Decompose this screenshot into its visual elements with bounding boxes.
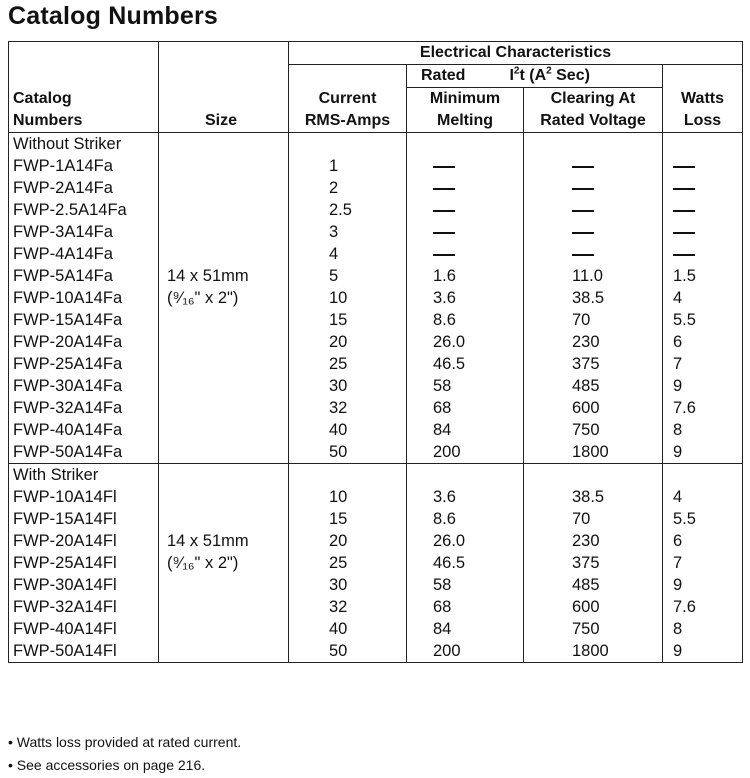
watts-loss-value bbox=[663, 221, 743, 243]
catalog-header-line1: Catalog bbox=[9, 88, 159, 111]
clearing-value: 750 bbox=[524, 618, 663, 640]
watts-loss-value: 6 bbox=[673, 532, 683, 550]
size-cell bbox=[159, 155, 289, 177]
table-row bbox=[9, 596, 743, 618]
size-cell bbox=[159, 199, 289, 221]
watts-loss-value: 9 bbox=[673, 642, 683, 660]
watts-loss-value: 8 bbox=[673, 421, 683, 439]
current-value: 15 bbox=[289, 508, 407, 530]
current-value: 15 bbox=[289, 309, 407, 331]
minimum-melting-value: 8.6 bbox=[407, 508, 524, 530]
dash-mark bbox=[673, 254, 695, 256]
table-row bbox=[9, 508, 743, 530]
current-value: 50 bbox=[289, 640, 407, 663]
group-without-striker bbox=[9, 133, 743, 464]
i2t-header bbox=[407, 65, 663, 88]
minimum-melting-value: 200 bbox=[407, 441, 524, 464]
size-cell bbox=[159, 508, 289, 530]
clearing-value: 485 bbox=[524, 375, 663, 397]
watts-loss-value bbox=[663, 177, 743, 199]
clearing-value bbox=[524, 243, 663, 265]
watts-loss-value bbox=[663, 199, 743, 221]
table-row bbox=[9, 353, 743, 375]
minimum-melting-value bbox=[407, 221, 524, 243]
current-value: 40 bbox=[289, 618, 407, 640]
catalog-number: FWP-20A14Fl bbox=[9, 530, 159, 552]
catalog-number: FWP-10A14Fl bbox=[9, 486, 159, 508]
size-cell bbox=[159, 397, 289, 419]
minimum-melting-value bbox=[407, 199, 524, 221]
catalog-number: FWP-15A14Fl bbox=[9, 508, 159, 530]
catalog-header-line2: Numbers bbox=[9, 110, 159, 133]
minimum-melting-value bbox=[407, 177, 524, 199]
dash-mark bbox=[433, 210, 455, 212]
size-cell bbox=[159, 331, 289, 353]
dash-mark bbox=[433, 254, 455, 256]
size-cell bbox=[159, 353, 289, 375]
catalog-table bbox=[8, 41, 743, 663]
dash-mark bbox=[673, 188, 695, 190]
catalog-number: FWP-25A14Fl bbox=[9, 552, 159, 574]
size-cell bbox=[159, 574, 289, 596]
catalog-number: FWP-20A14Fa bbox=[9, 331, 159, 353]
catalog-number: FWP-10A14Fa bbox=[9, 287, 159, 309]
clearing-value: 230 bbox=[524, 530, 663, 552]
current-value: 25 bbox=[289, 353, 407, 375]
size-cell bbox=[159, 618, 289, 640]
current-value: 10 bbox=[289, 486, 407, 508]
clearing-value bbox=[524, 221, 663, 243]
catalog-number: FWP-40A14Fl bbox=[9, 618, 159, 640]
clearing-value: 70 bbox=[524, 508, 663, 530]
size-cell: (⁹⁄₁₆" x 2") bbox=[159, 287, 289, 309]
current-value: 4 bbox=[289, 243, 407, 265]
watts-loss-value bbox=[663, 243, 743, 265]
clearing-value: 375 bbox=[524, 353, 663, 375]
size-cell bbox=[159, 441, 289, 464]
current-value: 50 bbox=[289, 441, 407, 464]
dash-mark bbox=[673, 210, 695, 212]
table-row bbox=[9, 309, 743, 331]
minimum-melting-value: 26.0 bbox=[407, 331, 524, 353]
table-row bbox=[9, 243, 743, 265]
minimum-melting-value: 8.6 bbox=[407, 309, 524, 331]
table-row bbox=[9, 441, 743, 464]
minimum-melting-value: 200 bbox=[407, 640, 524, 663]
table-row bbox=[9, 640, 743, 663]
watts-header-line1: Watts bbox=[681, 90, 724, 107]
minimum-melting-value: 46.5 bbox=[407, 353, 524, 375]
clearing-value: 750 bbox=[524, 419, 663, 441]
size-cell bbox=[159, 177, 289, 199]
table-row bbox=[9, 618, 743, 640]
minimum-melting-value bbox=[407, 155, 524, 177]
catalog-number: FWP-32A14Fa bbox=[9, 397, 159, 419]
watts-loss-value: 7.6 bbox=[673, 598, 696, 616]
size-cell bbox=[159, 309, 289, 331]
watts-loss-value: 4 bbox=[673, 289, 683, 307]
table-row bbox=[9, 530, 743, 552]
current-value: 2 bbox=[289, 177, 407, 199]
dash-mark bbox=[572, 254, 594, 256]
i2t-label-mid: t (A bbox=[519, 67, 547, 84]
size-cell bbox=[159, 419, 289, 441]
table-row bbox=[9, 331, 743, 353]
size-cell bbox=[159, 375, 289, 397]
table-row bbox=[9, 199, 743, 221]
minimum-melting-value: 58 bbox=[407, 574, 524, 596]
group-label-row bbox=[9, 133, 743, 156]
minimum-header-line2: Melting bbox=[407, 110, 524, 133]
dash-mark bbox=[572, 232, 594, 234]
watts-loss-value: 5.5 bbox=[673, 311, 696, 329]
dash-mark bbox=[572, 210, 594, 212]
current-value: 1 bbox=[289, 155, 407, 177]
clearing-value: 70 bbox=[524, 309, 663, 331]
minimum-melting-value bbox=[407, 243, 524, 265]
table-row bbox=[9, 287, 743, 309]
table-row bbox=[9, 375, 743, 397]
current-header-line2: RMS-Amps bbox=[289, 110, 407, 133]
current-value: 10 bbox=[289, 287, 407, 309]
clearing-value: 38.5 bbox=[524, 486, 663, 508]
minimum-melting-value: 68 bbox=[407, 397, 524, 419]
clearing-value: 600 bbox=[524, 596, 663, 618]
clearing-value: 485 bbox=[524, 574, 663, 596]
catalog-number: FWP-50A14Fl bbox=[9, 640, 159, 663]
size-cell bbox=[159, 243, 289, 265]
table-header bbox=[9, 42, 743, 133]
i2t-label-suffix: Sec) bbox=[551, 67, 590, 84]
catalog-number: FWP-4A14Fa bbox=[9, 243, 159, 265]
i2t-label-prefix: I bbox=[509, 67, 514, 84]
group-label: With Striker bbox=[9, 464, 159, 487]
table-row bbox=[9, 397, 743, 419]
table-row bbox=[9, 177, 743, 199]
clearing-value bbox=[524, 199, 663, 221]
size-cell bbox=[159, 640, 289, 663]
catalog-number: FWP-40A14Fa bbox=[9, 419, 159, 441]
clearing-value: 600 bbox=[524, 397, 663, 419]
dash-mark bbox=[433, 166, 455, 168]
clearing-value: 11.0 bbox=[524, 265, 663, 287]
watts-loss-value: 6 bbox=[673, 333, 683, 351]
watts-loss-value bbox=[663, 155, 743, 177]
current-value: 32 bbox=[289, 596, 407, 618]
table-row bbox=[9, 265, 743, 287]
catalog-number: FWP-2A14Fa bbox=[9, 177, 159, 199]
table-row bbox=[9, 574, 743, 596]
minimum-melting-value: 3.6 bbox=[407, 287, 524, 309]
i2t-sup-1: 2 bbox=[513, 65, 520, 77]
page-title: Catalog Numbers bbox=[8, 2, 218, 30]
catalog-number: FWP-50A14Fa bbox=[9, 441, 159, 464]
dash-mark bbox=[433, 232, 455, 234]
current-value: 20 bbox=[289, 331, 407, 353]
dash-mark bbox=[572, 166, 594, 168]
watts-loss-value: 7 bbox=[673, 355, 683, 373]
catalog-number: FWP-25A14Fa bbox=[9, 353, 159, 375]
size-cell bbox=[159, 221, 289, 243]
current-value: 2.5 bbox=[289, 199, 407, 221]
size-cell bbox=[159, 486, 289, 508]
current-value: 3 bbox=[289, 221, 407, 243]
table-row bbox=[9, 155, 743, 177]
minimum-melting-value: 26.0 bbox=[407, 530, 524, 552]
watts-loss-value: 9 bbox=[673, 377, 683, 395]
dash-mark bbox=[433, 188, 455, 190]
catalog-number: FWP-2.5A14Fa bbox=[9, 199, 159, 221]
catalog-number: FWP-1A14Fa bbox=[9, 155, 159, 177]
current-value: 30 bbox=[289, 574, 407, 596]
group-label-row bbox=[9, 464, 743, 487]
watts-loss-value: 7 bbox=[673, 554, 683, 572]
current-value: 20 bbox=[289, 530, 407, 552]
table-row bbox=[9, 486, 743, 508]
clearing-value bbox=[524, 155, 663, 177]
catalog-number: FWP-3A14Fa bbox=[9, 221, 159, 243]
footnote-accessories: • See accessories on page 216. bbox=[8, 757, 206, 773]
current-value: 25 bbox=[289, 552, 407, 574]
catalog-number: FWP-30A14Fl bbox=[9, 574, 159, 596]
minimum-melting-value: 84 bbox=[407, 618, 524, 640]
clearing-header-line1: Clearing At bbox=[524, 88, 663, 111]
clearing-value: 375 bbox=[524, 552, 663, 574]
current-value: 32 bbox=[289, 397, 407, 419]
table-row bbox=[9, 221, 743, 243]
minimum-melting-value: 46.5 bbox=[407, 552, 524, 574]
size-header: Size bbox=[159, 110, 289, 133]
group-with-striker bbox=[9, 464, 743, 663]
i2t-sup-2: 2 bbox=[546, 65, 552, 77]
clearing-value: 230 bbox=[524, 331, 663, 353]
size-cell bbox=[159, 596, 289, 618]
watts-loss-value: 8 bbox=[673, 620, 683, 638]
watts-loss-value: 7.6 bbox=[673, 399, 696, 417]
current-value: 5 bbox=[289, 265, 407, 287]
size-cell: (⁹⁄₁₆" x 2") bbox=[159, 552, 289, 574]
minimum-header-line1: Minimum bbox=[407, 88, 524, 111]
footnote-watts: • Watts loss provided at rated current. bbox=[8, 734, 242, 750]
minimum-melting-value: 1.6 bbox=[407, 265, 524, 287]
table-row bbox=[9, 552, 743, 574]
dash-mark bbox=[673, 232, 695, 234]
catalog-number: FWP-5A14Fa bbox=[9, 265, 159, 287]
table-row bbox=[9, 419, 743, 441]
clearing-value: 38.5 bbox=[524, 287, 663, 309]
rated-label: Rated bbox=[421, 67, 466, 84]
size-cell: 14 x 51mm bbox=[159, 265, 289, 287]
watts-header-line2: Loss bbox=[663, 110, 743, 133]
clearing-value: 1800 bbox=[524, 441, 663, 464]
minimum-melting-value: 68 bbox=[407, 596, 524, 618]
catalog-number: FWP-15A14Fa bbox=[9, 309, 159, 331]
watts-loss-value: 4 bbox=[673, 488, 683, 506]
dash-mark bbox=[572, 188, 594, 190]
watts-loss-value: 9 bbox=[673, 576, 683, 594]
minimum-melting-value: 58 bbox=[407, 375, 524, 397]
group-label: Without Striker bbox=[9, 133, 159, 156]
current-header-line1: Current bbox=[289, 88, 407, 111]
clearing-value bbox=[524, 177, 663, 199]
catalog-number: FWP-30A14Fa bbox=[9, 375, 159, 397]
minimum-melting-value: 84 bbox=[407, 419, 524, 441]
watts-loss-value: 1.5 bbox=[673, 267, 696, 285]
clearing-value: 1800 bbox=[524, 640, 663, 663]
current-value: 40 bbox=[289, 419, 407, 441]
watts-loss-value: 5.5 bbox=[673, 510, 696, 528]
dash-mark bbox=[673, 166, 695, 168]
clearing-header-line2: Rated Voltage bbox=[524, 110, 663, 133]
size-cell: 14 x 51mm bbox=[159, 530, 289, 552]
watts-loss-value: 9 bbox=[673, 443, 683, 461]
catalog-number: FWP-32A14Fl bbox=[9, 596, 159, 618]
minimum-melting-value: 3.6 bbox=[407, 486, 524, 508]
current-value: 30 bbox=[289, 375, 407, 397]
electrical-characteristics-header: Electrical Characteristics bbox=[289, 42, 743, 65]
